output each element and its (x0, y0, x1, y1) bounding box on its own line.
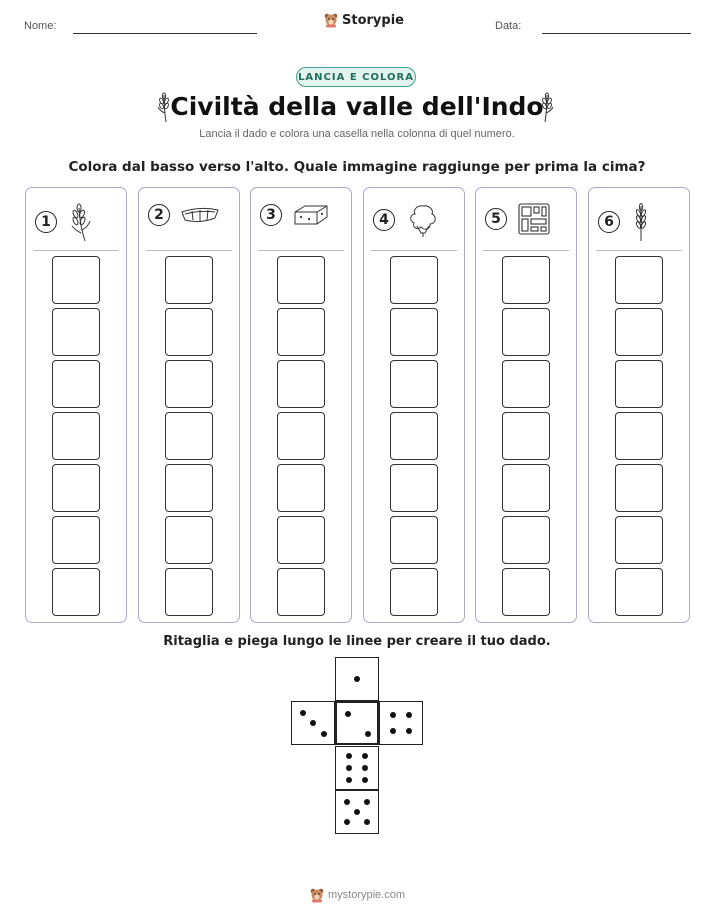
die-pip (344, 819, 350, 825)
die-face-2 (335, 701, 379, 745)
color-box[interactable] (277, 360, 325, 408)
die-pip (390, 728, 396, 734)
color-box[interactable] (52, 568, 100, 616)
color-box[interactable] (277, 256, 325, 304)
color-box[interactable] (165, 412, 213, 460)
die-pip (346, 765, 352, 771)
die-pip (362, 777, 368, 783)
color-box[interactable] (615, 412, 663, 460)
color-box[interactable] (502, 516, 550, 564)
brand-name: Storypie (342, 12, 404, 28)
instruction-text: Colora dal basso verso l'alto. Quale immagine raggiunge per prima la cima? (68, 159, 646, 175)
die-pip (362, 753, 368, 759)
column-2 (138, 187, 240, 623)
color-box[interactable] (390, 412, 438, 460)
column-divider (596, 250, 682, 251)
footer-url[interactable]: mystorypie.com (328, 889, 406, 901)
die-pip (310, 720, 316, 726)
die-pip (354, 676, 360, 682)
color-box[interactable] (277, 308, 325, 356)
column-number: 4 (373, 209, 395, 231)
die-face-1 (335, 657, 379, 701)
color-box[interactable] (277, 516, 325, 564)
color-box[interactable] (277, 464, 325, 512)
color-box[interactable] (502, 464, 550, 512)
color-box[interactable] (502, 360, 550, 408)
color-box[interactable] (165, 256, 213, 304)
column-number: 6 (598, 211, 620, 233)
die-face-4 (379, 701, 423, 745)
column-number: 3 (260, 204, 282, 226)
color-box[interactable] (615, 360, 663, 408)
die-pip (354, 809, 360, 815)
die-pip (300, 710, 306, 716)
color-box[interactable] (390, 516, 438, 564)
color-box[interactable] (615, 568, 663, 616)
color-box[interactable] (502, 308, 550, 356)
color-box[interactable] (390, 568, 438, 616)
column-divider (483, 250, 569, 251)
name-line[interactable] (73, 33, 257, 34)
bear-logo-icon (310, 887, 324, 903)
color-box[interactable] (165, 464, 213, 512)
subtitle: Lancia il dado e colora una casella nella colonna di quel numero. (199, 128, 515, 140)
column-divider (33, 250, 119, 251)
color-box[interactable] (277, 412, 325, 460)
die-pip (321, 731, 327, 737)
cut-instruction: Ritaglia e piega lungo le linee per creare il tuo dado. (163, 634, 551, 649)
wheat-icon (67, 202, 93, 242)
color-box[interactable] (165, 516, 213, 564)
die-pip (346, 753, 352, 759)
activity-badge: LANCIA E COLORA (296, 67, 416, 87)
page-title: Civiltà della valle dell'Indo (170, 92, 544, 121)
die-face-6 (335, 746, 379, 790)
die-pip (364, 799, 370, 805)
brick-icon (292, 202, 330, 228)
color-box[interactable] (390, 308, 438, 356)
color-box[interactable] (615, 516, 663, 564)
column-1 (25, 187, 127, 623)
die-pip (390, 712, 396, 718)
die-pip (344, 799, 350, 805)
color-box[interactable] (390, 464, 438, 512)
color-box[interactable] (615, 308, 663, 356)
color-box[interactable] (502, 412, 550, 460)
die-face-3 (291, 701, 335, 745)
color-box[interactable] (615, 256, 663, 304)
column-number: 1 (35, 211, 57, 233)
die-pip (365, 731, 371, 737)
die-pip (364, 819, 370, 825)
footer (310, 887, 405, 903)
wheat-decoration-right-icon (538, 91, 556, 123)
die-pip (346, 777, 352, 783)
color-box[interactable] (52, 412, 100, 460)
color-box[interactable] (277, 568, 325, 616)
color-box[interactable] (502, 256, 550, 304)
city-plan-icon (517, 202, 551, 236)
color-box[interactable] (615, 464, 663, 512)
cotton-icon (405, 202, 441, 238)
wheat-icon (630, 202, 652, 242)
column-3 (250, 187, 352, 623)
color-box[interactable] (165, 568, 213, 616)
name-label: Nome: (24, 20, 57, 32)
die-pip (345, 711, 351, 717)
bear-logo-icon (324, 12, 338, 28)
date-line[interactable] (542, 33, 691, 34)
column-divider (146, 250, 232, 251)
die-pip (406, 712, 412, 718)
color-box[interactable] (390, 256, 438, 304)
die-face-5 (335, 790, 379, 834)
color-box[interactable] (52, 464, 100, 512)
column-divider (258, 250, 344, 251)
boat-icon (180, 202, 220, 228)
column-6 (588, 187, 690, 623)
brand-logo (324, 12, 404, 28)
color-box[interactable] (165, 308, 213, 356)
die-pip (406, 728, 412, 734)
color-box[interactable] (502, 568, 550, 616)
color-box[interactable] (52, 360, 100, 408)
column-number: 5 (485, 208, 507, 230)
color-box[interactable] (52, 516, 100, 564)
column-divider (371, 250, 457, 251)
color-box[interactable] (165, 360, 213, 408)
color-box[interactable] (52, 308, 100, 356)
column-number: 2 (148, 204, 170, 226)
column-4 (363, 187, 465, 623)
color-box[interactable] (52, 256, 100, 304)
column-5 (475, 187, 577, 623)
color-box[interactable] (390, 360, 438, 408)
date-label: Data: (495, 20, 522, 32)
die-pip (362, 765, 368, 771)
